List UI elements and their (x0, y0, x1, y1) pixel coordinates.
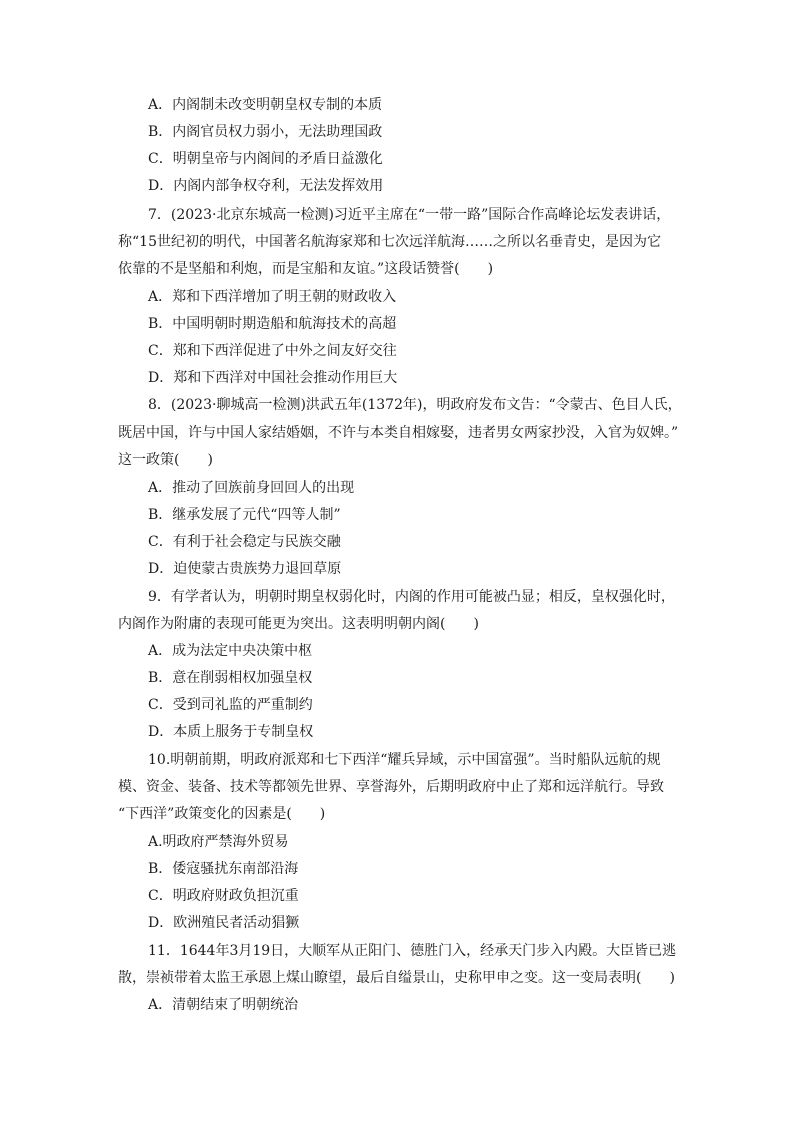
q9-stem-line-2: 内阁作为附庸的表现可能更为突出。这表明明朝内阁( ) (118, 616, 479, 632)
q7-stem-line-1: 7．(2023·北京东城高一检测)习近平主席在“一带一路”国际合作高峰论坛发表讲话， (148, 207, 671, 223)
q10-stem-line-1: 10.明朝前期，明政府派郑和七下西洋“耀兵异域，示中国富强”。当时船队远航的规 (148, 752, 661, 768)
q7-option-a[interactable]: A．郑和下西洋增加了明王朝的财政收入 (148, 289, 397, 305)
q11-stem-line-1: 11．1644年3月19日，大顺军从正阳门、德胜门入，经承天门步入内殿。大臣皆已逃 (148, 943, 677, 959)
q9-stem-line-1: 9．有学者认为，明朝时期皇权弱化时，内阁的作用可能被凸显；相反，皇权强化时， (148, 589, 675, 605)
q6-option-c[interactable]: C．明朝皇帝与内阁间的矛盾日益激化 (148, 151, 383, 167)
q11-stem-line-2: 散，崇祯带着太监王承恩上煤山瞭望，最后自缢景山，史称甲申之变。这一变局表明( ) (118, 970, 675, 986)
q7-option-b[interactable]: B．中国明朝时期造船和航海技术的高超 (148, 316, 397, 332)
q6-option-a[interactable]: A．内阁制未改变明朝皇权专制的本质 (148, 97, 383, 113)
q7-option-d[interactable]: D．郑和下西洋对中国社会推动作用巨大 (148, 370, 398, 386)
q10-option-d[interactable]: D．欧洲殖民者活动猖獗 (148, 915, 300, 931)
q8-option-b[interactable]: B．继承发展了元代“四等人制” (148, 507, 341, 523)
q8-stem-line-3: 这一政策( ) (118, 452, 213, 468)
q10-option-c[interactable]: C．明政府财政负担沉重 (148, 888, 299, 904)
q10-stem-line-3: “下西洋”政策变化的因素是( ) (118, 806, 326, 822)
q10-stem-line-2: 模、资金、装备、技术等都领先世界、享誉海外，后期明政府中止了郑和远洋航行。导致 (118, 779, 664, 795)
q9-option-c[interactable]: C．受到司礼监的严重制约 (148, 697, 313, 713)
q6-option-d[interactable]: D．内阁内部争权夺利，无法发挥效用 (148, 178, 384, 194)
q10-option-a[interactable]: A.明政府严禁海外贸易 (148, 834, 289, 850)
q8-option-d[interactable]: D．迫使蒙古贵族势力退回草原 (148, 561, 342, 577)
q8-option-c[interactable]: C．有利于社会稳定与民族交融 (148, 534, 341, 550)
q8-stem-line-1: 8．(2023·聊城高一检测)洪武五年(1372年)，明政府发布文告：“令蒙古、色目人氏， (148, 397, 682, 413)
q7-option-c[interactable]: C．郑和下西洋促进了中外之间友好交往 (148, 343, 397, 359)
q7-stem-line-3: 依靠的不是坚船和利炮，而是宝船和友谊。”这段话赞誉( ) (118, 261, 494, 277)
q9-option-d[interactable]: D．本质上服务于专制皇权 (148, 724, 314, 740)
q6-option-b[interactable]: B．内阁官员权力弱小，无法助理国政 (148, 124, 383, 140)
q7-stem-line-2: 称“15世纪初的明代，中国著名航海家郑和七次远洋航海……之所以名垂青史，是因为它 (118, 234, 661, 250)
q8-option-a[interactable]: A．推动了回族前身回回人的出现 (148, 480, 355, 496)
q10-option-b[interactable]: B．倭寇骚扰东南部沿海 (148, 861, 299, 877)
q9-option-b[interactable]: B．意在削弱相权加强皇权 (148, 670, 313, 686)
q8-stem-line-2: 既居中国，许与中国人家结婚姻，不许与本类自相嫁娶，违者男女两家抄没，入官为奴婢。” (118, 425, 679, 441)
q11-option-a[interactable]: A．清朝结束了明朝统治 (148, 997, 299, 1013)
q9-option-a[interactable]: A．成为法定中央决策中枢 (148, 643, 313, 659)
